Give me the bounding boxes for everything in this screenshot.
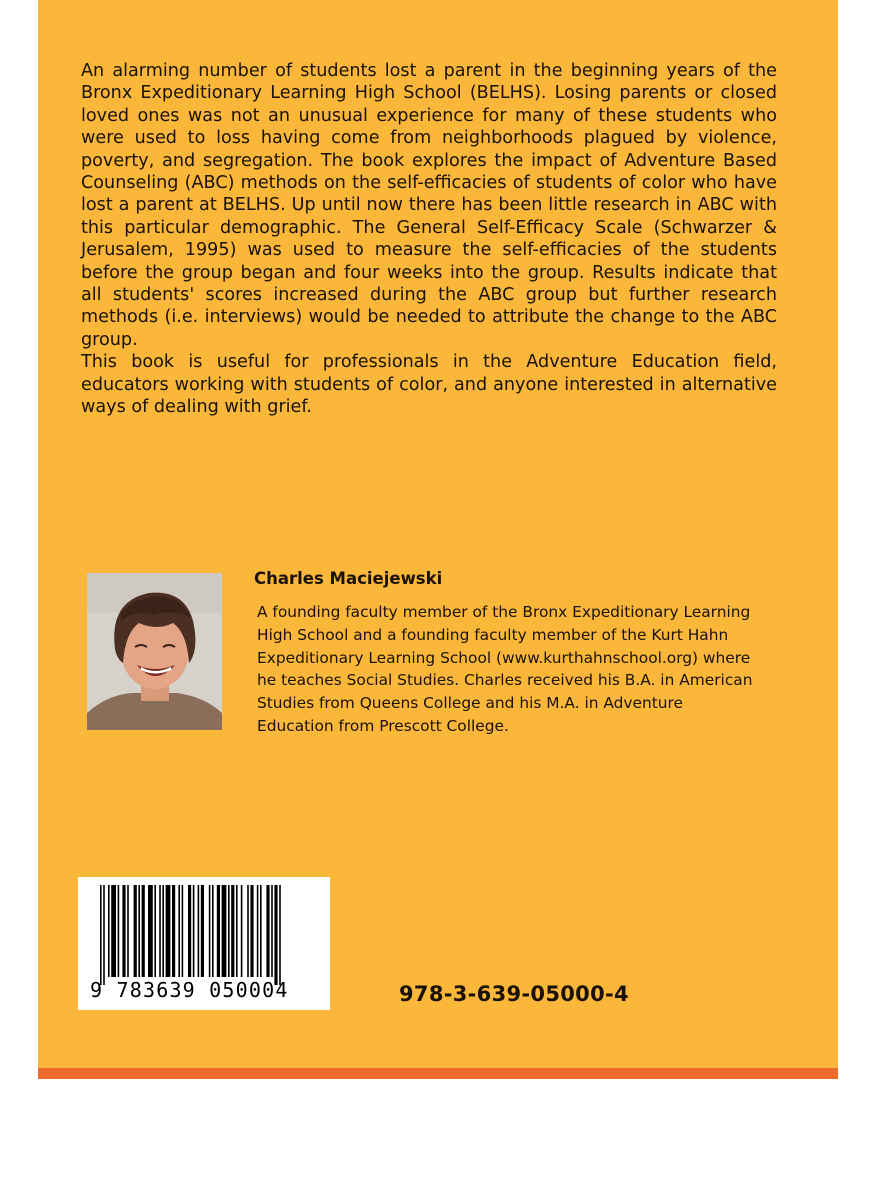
blurb-paragraph-1: An alarming number of students lost a parent in the beginning years of the Bronx Expeditionary Learning High School (BELHS). Losing parents or closed loved ones was not an unusual experience for many of these students who were used to loss having come from neighborhoods plagued by violence, poverty, and segregation. The book explores the impact of Adventure Based Counseling (ABC) methods on the self-efficacies of students of color who have lost a parent at BELHS. Up until now there has been little research in ABC with this particular demographic. The General Self-Efficacy Scale (Schwarzer & Jerusalem, 1995) was used to measure the self-efficacies of the students before the group began and four weeks into the group. Results indicate that all students' scores increased during the ABC group but further research methods (i.e. interviews) would be needed to attribute the change to the ABC group.	[81, 61, 777, 350]
book-blurb	[81, 60, 777, 419]
author-bio: A founding faculty member of the Bronx Expeditionary Learning High School and a founding faculty member of the Kurt Hahn Expeditionary Learning School (www.kurthahnschool.org) where he teaches Social Studies. Charles received his B.A. in American Studies from Queens College and his M.A. in Adventure Education from Prescott College.	[257, 603, 753, 735]
bottom-stripe	[38, 1068, 838, 1079]
barcode	[78, 877, 330, 1010]
author-photo	[87, 573, 222, 730]
author-name: Charles Maciejewski	[254, 569, 443, 588]
blurb-paragraph-2: This book is useful for professionals in the Adventure Education field, educators working with students of color, and anyone interested in alternative ways of dealing with grief.	[81, 352, 777, 418]
barcode-digits: 9 783639 050004	[90, 978, 289, 1002]
isbn-number: 978-3-639-05000-4	[399, 982, 629, 1006]
